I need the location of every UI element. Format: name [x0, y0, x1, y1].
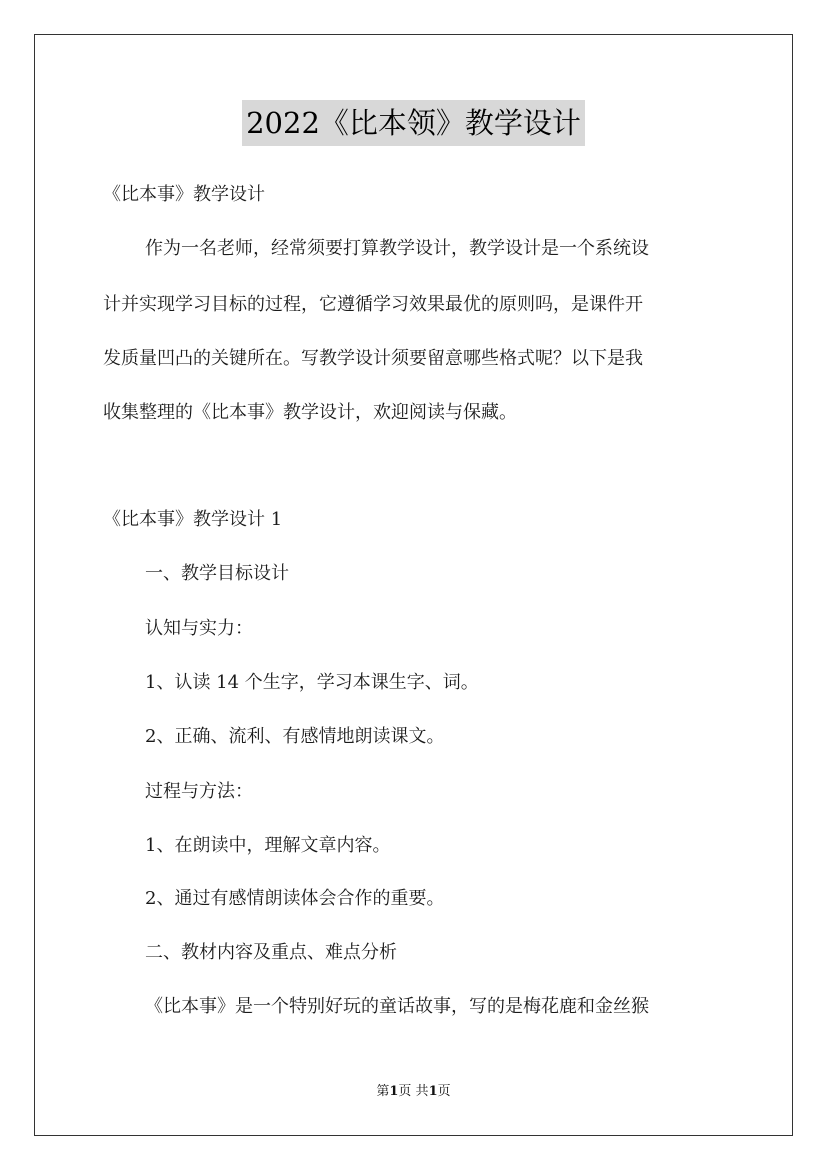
body-line: 2、正确、流利、有感情地朗读课文。	[145, 726, 445, 747]
intro-line: 作为一名老师，经常须要打算教学设计，教学设计是一个系统设	[145, 238, 649, 259]
intro-line: 收集整理的《比本事》教学设计，欢迎阅读与保藏。	[103, 402, 517, 423]
document-title-block	[0, 100, 827, 146]
footer-page-number: 1	[389, 1084, 399, 1099]
intro-line: 发质量凹凸的关键所在。写教学设计须要留意哪些格式呢？以下是我	[103, 348, 643, 369]
body-line: 2、通过有感情朗读体会合作的重要。	[145, 888, 445, 909]
body-line: 认知与实力：	[145, 618, 253, 639]
body-line: 《比本事》是一个特别好玩的童话故事，写的是梅花鹿和金丝猴	[145, 996, 649, 1017]
footer-page-suffix: 页	[437, 1084, 451, 1099]
document-title: 2022《比本领》教学设计	[242, 100, 585, 146]
document-subtitle: 《比本事》教学设计	[103, 184, 265, 205]
body-line: 二、教材内容及重点、难点分析	[145, 942, 397, 963]
footer-page-prefix: 第	[376, 1084, 390, 1099]
footer-page-total: 1	[428, 1084, 438, 1099]
section-heading: 《比本事》教学设计 1	[103, 509, 283, 530]
footer-page-mid: 页 共	[398, 1084, 429, 1099]
body-line: 1、在朗读中，理解文章内容。	[145, 835, 391, 856]
body-line: 过程与方法：	[145, 781, 253, 802]
intro-line: 计并实现学习目标的过程，它遵循学习效果最优的原则吗，是课件开	[103, 294, 643, 315]
body-line: 一、教学目标设计	[145, 563, 289, 584]
body-line: 1、认读 14 个生字，学习本课生字、词。	[145, 672, 479, 693]
page-footer	[0, 1083, 827, 1101]
